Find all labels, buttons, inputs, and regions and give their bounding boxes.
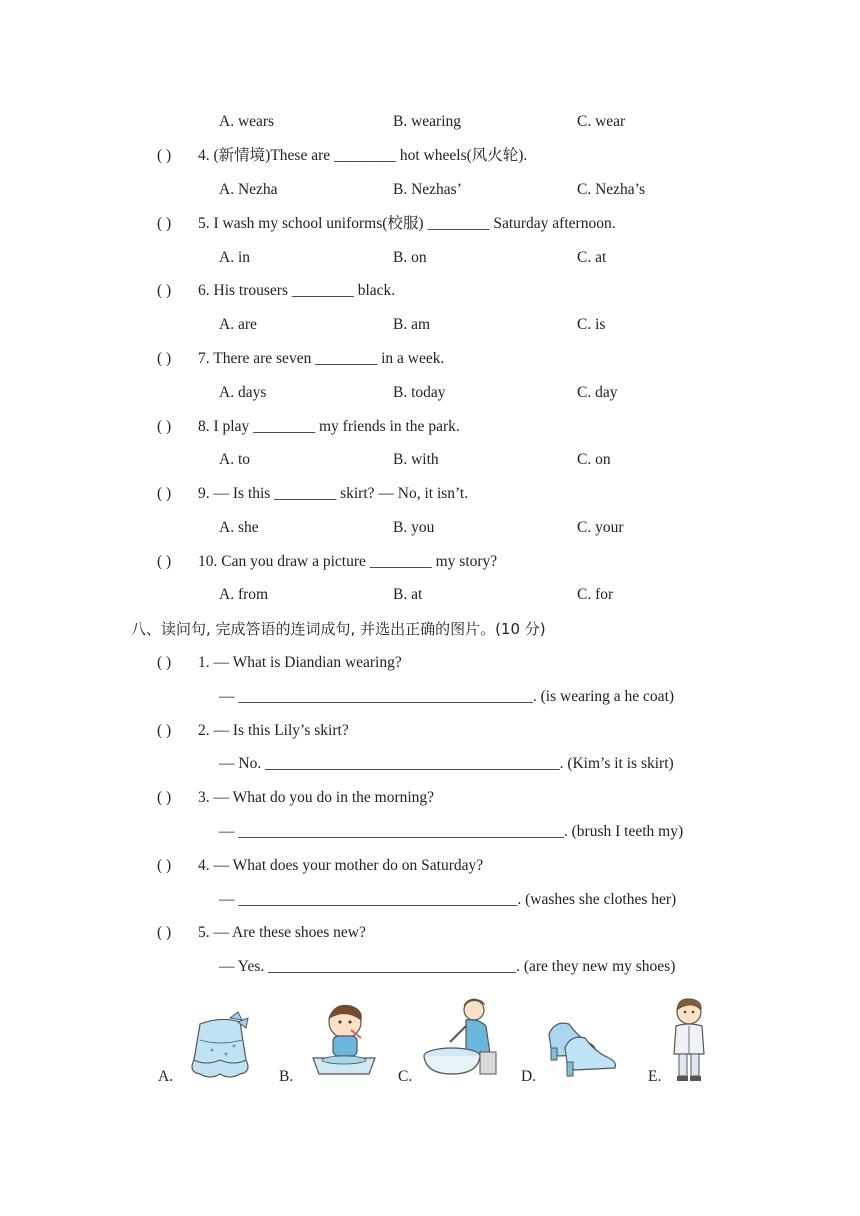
section-8-heading: 八、读问句, 完成答语的连词成句, 并选出正确的图片。(10 分) <box>131 620 546 638</box>
q8-option-b: B. with <box>393 451 439 468</box>
q8-stem: 8. I play ________ my friends in the park. <box>198 418 460 435</box>
q5-option-a: A. in <box>219 249 250 266</box>
q5-answer-paren[interactable]: ( ) <box>157 215 172 232</box>
q7-option-c: C. day <box>577 384 618 401</box>
q7-option-b: B. today <box>393 384 446 401</box>
q7-answer-paren[interactable]: ( ) <box>157 350 172 367</box>
q3-option-a: A. wears <box>219 113 275 130</box>
q6-option-a: A. are <box>219 316 257 333</box>
q7-option-a: A. days <box>219 384 267 401</box>
q5-option-c: C. at <box>577 249 607 266</box>
q9-stem: 9. — Is this ________ skirt? — No, it isn’t. <box>198 485 469 502</box>
q9-answer-paren[interactable]: ( ) <box>157 485 172 502</box>
p8-q4-answer-line[interactable]: — ____________________________________. (washes she clothes her) <box>219 891 677 908</box>
q4-answer-paren[interactable]: ( ) <box>157 147 172 164</box>
q3-option-c: C. wear <box>577 113 626 130</box>
q10-option-a: A. from <box>219 586 269 603</box>
p8-q2-question: 2. — Is this Lily’s skirt? <box>198 722 349 739</box>
q10-stem: 10. Can you draw a picture ________ my story? <box>198 553 498 570</box>
picture-e-label: E. <box>648 1068 662 1085</box>
q10-option-c: C. for <box>577 586 614 603</box>
q5-stem: 5. I wash my school uniforms(校服) ________ Saturday afternoon. <box>198 215 616 232</box>
q4-stem: 4. (新情境)These are ________ hot wheels(风火轮). <box>198 147 528 164</box>
boy-in-coat-picture-icon <box>666 996 712 1084</box>
p8-q5-question: 5. — Are these shoes new? <box>198 924 366 941</box>
p8-q4-answer-paren[interactable]: ( ) <box>157 857 172 874</box>
q4-option-a: A. Nezha <box>219 181 278 198</box>
p8-q1-answer-line[interactable]: — ______________________________________. (is wearing a he coat) <box>219 688 675 705</box>
p8-q3-answer-paren[interactable]: ( ) <box>157 789 172 806</box>
picture-a-label: A. <box>158 1068 174 1085</box>
q6-option-b: B. am <box>393 316 431 333</box>
p8-q1-answer-paren[interactable]: ( ) <box>157 654 172 671</box>
q9-option-b: B. you <box>393 519 435 536</box>
q10-answer-paren[interactable]: ( ) <box>157 553 172 570</box>
q6-answer-paren[interactable]: ( ) <box>157 282 172 299</box>
q8-answer-paren[interactable]: ( ) <box>157 418 172 435</box>
p8-q3-answer-line[interactable]: — __________________________________________. (brush I teeth my) <box>219 823 684 840</box>
q4-option-b: B. Nezhas’ <box>393 181 462 198</box>
boy-brushing-teeth-picture-icon <box>305 1000 383 1082</box>
q9-option-a: A. she <box>219 519 259 536</box>
q7-stem: 7. There are seven ________ in a week. <box>198 350 445 367</box>
skirt-picture-icon <box>180 1010 262 1082</box>
q3-option-b: B. wearing <box>393 113 462 130</box>
picture-b-label: B. <box>279 1068 294 1085</box>
q6-stem: 6. His trousers ________ black. <box>198 282 396 299</box>
p8-q3-question: 3. — What do you do in the morning? <box>198 789 435 806</box>
q6-option-c: C. is <box>577 316 606 333</box>
q9-option-c: C. your <box>577 519 624 536</box>
p8-q5-answer-paren[interactable]: ( ) <box>157 924 172 941</box>
p8-q2-answer-line[interactable]: — No. ______________________________________. (Kim’s it is skirt) <box>219 755 674 772</box>
p8-q5-answer-line[interactable]: — Yes. ________________________________. (are they new my shoes) <box>219 958 676 975</box>
q10-option-b: B. at <box>393 586 423 603</box>
q8-option-a: A. to <box>219 451 250 468</box>
p8-q4-question: 4. — What does your mother do on Saturday? <box>198 857 484 874</box>
picture-d-label: D. <box>521 1068 537 1085</box>
picture-c-label: C. <box>398 1068 413 1085</box>
woman-washing-clothes-picture-icon <box>422 996 502 1082</box>
p8-q2-answer-paren[interactable]: ( ) <box>157 722 172 739</box>
q5-option-b: B. on <box>393 249 427 266</box>
q4-option-c: C. Nezha’s <box>577 181 646 198</box>
shoes-picture-icon <box>545 1014 623 1080</box>
q8-option-c: C. on <box>577 451 611 468</box>
p8-q1-question: 1. — What is Diandian wearing? <box>198 654 402 671</box>
